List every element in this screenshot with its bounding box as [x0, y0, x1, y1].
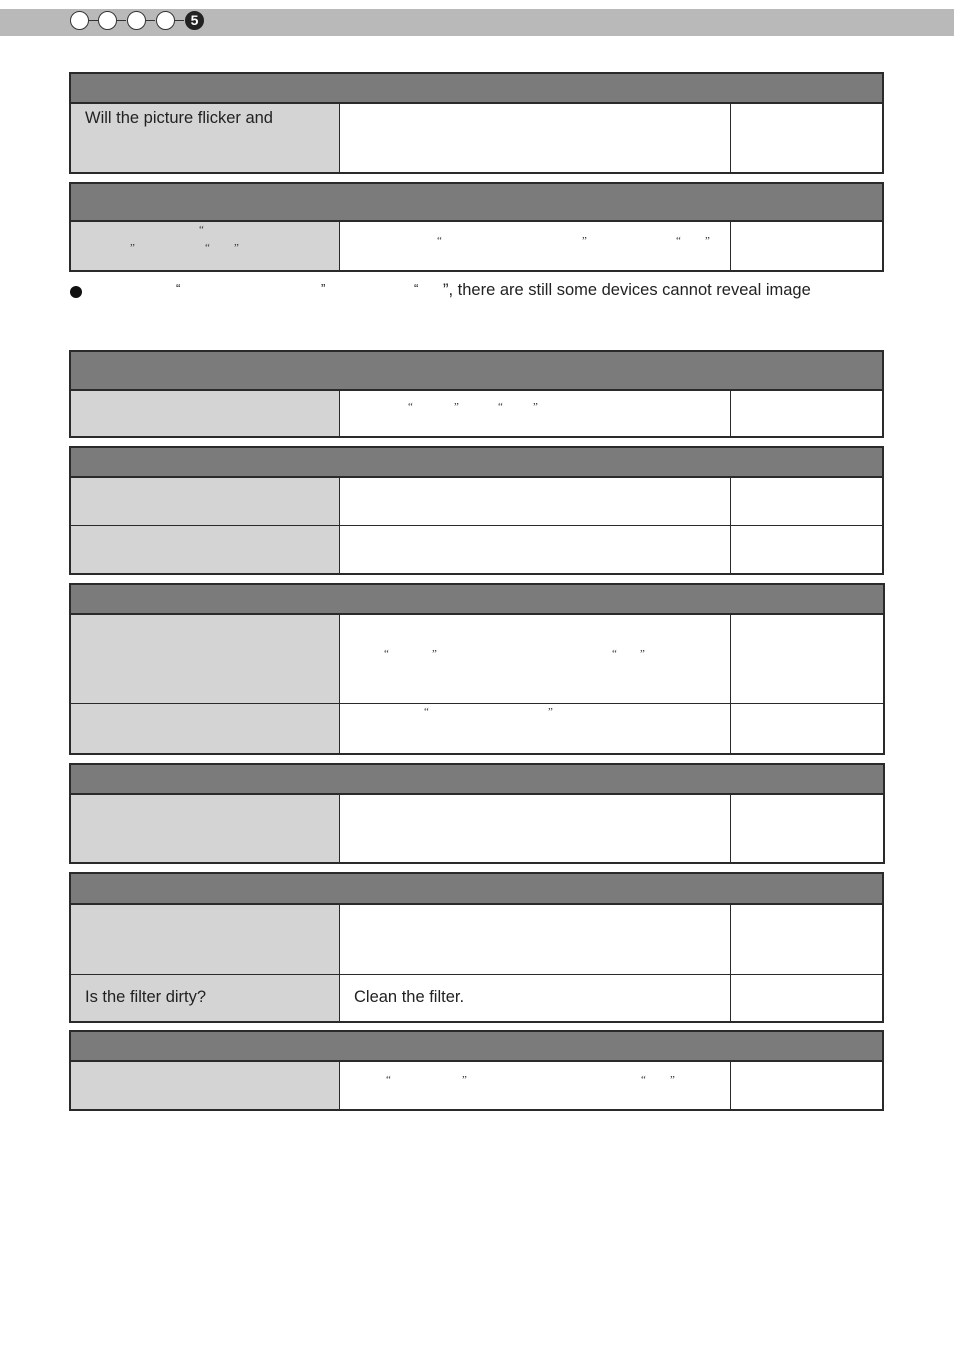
open-quote: “: [612, 648, 617, 660]
page-cell: [731, 704, 883, 753]
open-quote: “: [498, 401, 503, 413]
cause-cell: [71, 704, 340, 753]
solution-cell: [340, 222, 731, 270]
table-header: [71, 74, 882, 104]
open-quote: “: [676, 235, 681, 247]
open-quote: “: [176, 281, 181, 296]
close-quote: ”: [548, 706, 553, 718]
solution-cell: [340, 615, 731, 703]
table-row: [71, 704, 883, 753]
cause-cell: [71, 1062, 340, 1109]
step-connector: [88, 20, 98, 21]
table-header: [71, 765, 883, 795]
table-row: [71, 795, 883, 862]
table-row: [71, 975, 882, 1021]
step-connector: [174, 20, 184, 21]
table-row: [71, 615, 883, 704]
close-quote: ”: [454, 401, 459, 413]
cause-text: Will the picture flicker and: [85, 109, 273, 127]
solution-cell: [340, 975, 731, 1021]
open-quote: “: [437, 235, 442, 247]
trouble-table-7: [69, 872, 884, 1023]
table-header: [71, 874, 882, 905]
close-quote: ”: [321, 281, 326, 296]
trouble-table-4: [69, 446, 884, 575]
bullet-icon: [70, 286, 82, 298]
table-row: [71, 526, 882, 573]
solution-cell: [340, 104, 731, 172]
trouble-table-1: [69, 72, 884, 174]
note-line: [70, 281, 870, 303]
solution-text: Clean the filter.: [354, 988, 465, 1006]
solution-cell: [340, 526, 731, 573]
step-2: [98, 11, 117, 30]
cause-cell: [71, 222, 340, 270]
page-cell: [731, 104, 882, 172]
page-cell: [731, 795, 883, 862]
open-quote: “: [408, 401, 413, 413]
close-quote: ”: [130, 242, 135, 254]
step-connector: [116, 20, 126, 21]
trouble-table-3: [69, 350, 884, 438]
table-row: [71, 104, 882, 172]
cause-cell: [71, 795, 340, 862]
solution-cell: [340, 905, 731, 974]
close-quote: ”: [432, 648, 437, 660]
page-cell: [731, 391, 882, 436]
close-quote: ”: [462, 1074, 467, 1086]
open-quote: “: [386, 1074, 391, 1086]
solution-cell: [340, 795, 731, 862]
table-row: [71, 391, 882, 436]
step-3: [127, 11, 146, 30]
close-quote: ”: [533, 401, 538, 413]
open-quote: “: [384, 648, 389, 660]
table-row: [71, 905, 882, 975]
cause-cell: [71, 905, 340, 974]
page-cell: [731, 905, 882, 974]
step-connector: [145, 20, 155, 21]
step-4: [156, 11, 175, 30]
page-cell: [731, 1062, 882, 1109]
table-header: [71, 184, 882, 222]
table-header: [71, 1032, 882, 1062]
cause-cell: [71, 104, 340, 172]
solution-cell: [340, 391, 731, 436]
solution-cell: [340, 704, 731, 753]
table-header: [71, 585, 883, 615]
open-quote: “: [424, 706, 429, 718]
table-header: [71, 352, 882, 391]
cause-cell: [71, 391, 340, 436]
note-text: ”, there are still some devices cannot reveal image: [443, 281, 811, 299]
cause-cell: [71, 478, 340, 525]
close-quote: ”: [670, 1074, 675, 1086]
solution-cell: [340, 478, 731, 525]
trouble-table-5: [69, 583, 885, 755]
open-quote: “: [641, 1074, 646, 1086]
table-header: [71, 448, 882, 478]
cause-cell: [71, 526, 340, 573]
open-quote: “: [414, 281, 419, 296]
page-cell: [731, 526, 882, 573]
page-cell: [731, 615, 883, 703]
page-cell: [731, 975, 882, 1021]
close-quote: ”: [234, 242, 239, 254]
table-row: [71, 478, 882, 526]
close-quote: ”: [705, 235, 710, 247]
cause-cell: [71, 975, 340, 1021]
step-5-active: 5: [185, 11, 204, 30]
open-quote: “: [205, 242, 210, 254]
step-1: [70, 11, 89, 30]
cause-text: Is the filter dirty?: [85, 988, 207, 1006]
trouble-table-6: [69, 763, 885, 864]
table-row: [71, 222, 882, 270]
close-quote: ”: [640, 648, 645, 660]
open-quote: “: [199, 224, 204, 236]
page-cell: [731, 478, 882, 525]
cause-cell: [71, 615, 340, 703]
table-row: [71, 1062, 882, 1109]
close-quote: ”: [582, 235, 587, 247]
trouble-table-8: [69, 1030, 884, 1111]
solution-cell: [340, 1062, 731, 1109]
page-cell: [731, 222, 882, 270]
trouble-table-2: [69, 182, 884, 272]
